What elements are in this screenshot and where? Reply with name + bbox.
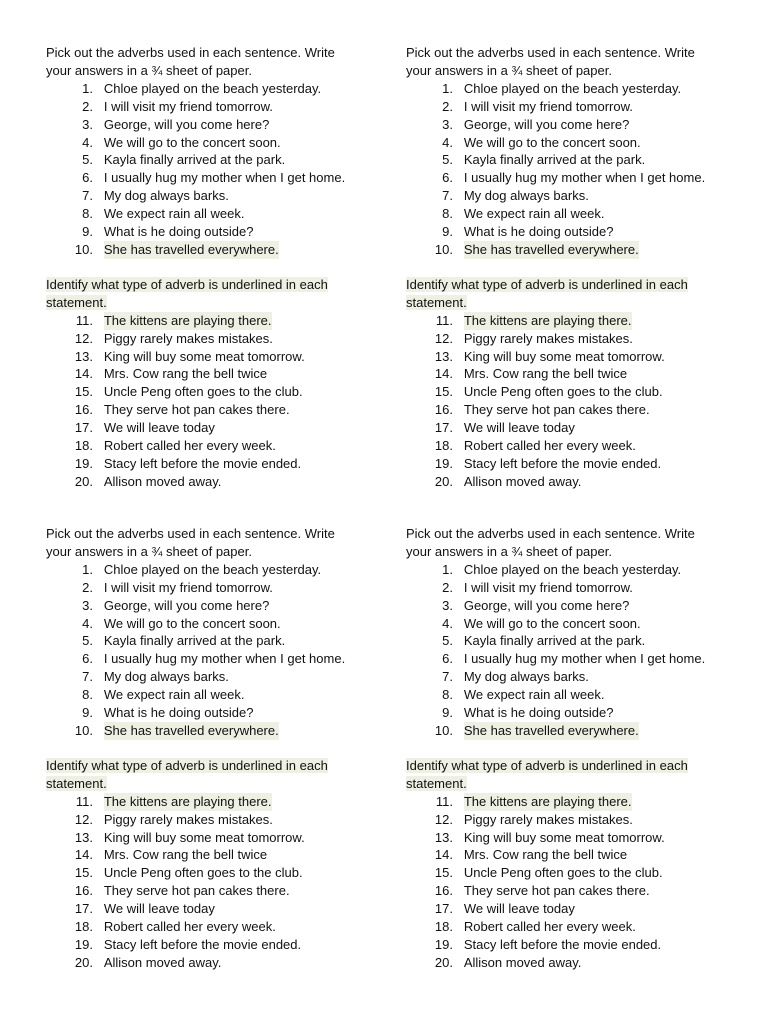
list-item: 20. Allison moved away.	[74, 473, 222, 489]
part1-instructions: Pick out the adverbs used in each sentence. Write your answers in a ¾ sheet of paper.	[406, 526, 695, 559]
list-item: 4. We will go to the concert soon.	[442, 615, 641, 631]
list-item: 9. What is he doing outside?	[442, 224, 614, 240]
list-item: 6. I usually hug my mother when I get home.	[82, 651, 346, 667]
list-item: 11. The kittens are playing there.	[435, 312, 632, 328]
list-item: 5. Kayla finally arrived at the park.	[442, 633, 646, 649]
list-item: 5. Kayla finally arrived at the park.	[442, 152, 646, 168]
list-item: 11. The kittens are playing there.	[435, 793, 632, 809]
list-item: 17. We will leave today	[434, 420, 575, 436]
list-item: 10. She has travelled everywhere.	[434, 241, 639, 257]
list-item: 15. Uncle Peng often goes to the club.	[434, 865, 663, 881]
part2-instructions: Identify what type of adverb is underlined in each statement.	[406, 276, 688, 310]
list-item: 10. She has travelled everywhere.	[434, 722, 639, 738]
list-item: 12. Piggy rarely makes mistakes.	[74, 811, 273, 827]
list-item: 12. Piggy rarely makes mistakes.	[434, 811, 633, 827]
list-item: 16. They serve hot pan cakes there.	[74, 402, 290, 418]
worksheet-copy-top-right	[406, 44, 746, 491]
list-item: 20. Allison moved away.	[74, 954, 222, 970]
list-item: 8. We expect rain all week.	[82, 206, 245, 222]
list-item: 9. What is he doing outside?	[82, 224, 254, 240]
part1-list	[406, 561, 746, 740]
list-item: 3. George, will you come here?	[442, 116, 630, 132]
list-item: 16. They serve hot pan cakes there.	[434, 883, 650, 899]
list-item: 5. Kayla finally arrived at the park.	[82, 633, 286, 649]
list-item: 9. What is he doing outside?	[442, 705, 614, 721]
list-item: 1. Chloe played on the beach yesterday.	[82, 80, 322, 96]
list-item: 19. Stacy left before the movie ended.	[434, 936, 662, 952]
part1-instructions: Pick out the adverbs used in each sentence. Write your answers in a ¾ sheet of paper.	[46, 45, 335, 78]
list-item: 1. Chloe played on the beach yesterday.	[82, 561, 322, 577]
list-item: 7. My dog always barks.	[82, 188, 229, 204]
list-item: 3. George, will you come here?	[82, 116, 270, 132]
list-item: 15. Uncle Peng often goes to the club.	[74, 865, 303, 881]
part1-instructions: Pick out the adverbs used in each sentence. Write your answers in a ¾ sheet of paper.	[46, 526, 335, 559]
part1-list	[406, 80, 746, 259]
part2-list	[406, 793, 746, 972]
part2-list	[406, 312, 746, 491]
list-item: 18. Robert called her every week.	[434, 438, 636, 454]
list-item: 8. We expect rain all week.	[82, 687, 245, 703]
list-item: 14. Mrs. Cow rang the bell twice	[74, 366, 268, 382]
list-item: 4. We will go to the concert soon.	[82, 134, 281, 150]
list-item: 14. Mrs. Cow rang the bell twice	[434, 366, 628, 382]
worksheet-copy-bottom-right	[406, 525, 746, 972]
list-item: 14. Mrs. Cow rang the bell twice	[434, 847, 628, 863]
list-item: 19. Stacy left before the movie ended.	[74, 936, 302, 952]
list-item: 5. Kayla finally arrived at the park.	[82, 152, 286, 168]
list-item: 13. King will buy some meat tomorrow.	[74, 348, 305, 364]
part2-list	[46, 312, 386, 491]
part2-instructions: Identify what type of adverb is underlined in each statement.	[46, 276, 328, 310]
list-item: 13. King will buy some meat tomorrow.	[74, 829, 305, 845]
list-item: 20. Allison moved away.	[434, 954, 582, 970]
list-item: 17. We will leave today	[434, 901, 575, 917]
part2-instructions: Identify what type of adverb is underlined in each statement.	[46, 757, 328, 791]
part2-instructions: Identify what type of adverb is underlined in each statement.	[406, 757, 688, 791]
list-item: 16. They serve hot pan cakes there.	[74, 883, 290, 899]
list-item: 19. Stacy left before the movie ended.	[434, 455, 662, 471]
list-item: 4. We will go to the concert soon.	[82, 615, 281, 631]
list-item: 7. My dog always barks.	[442, 669, 589, 685]
list-item: 15. Uncle Peng often goes to the club.	[74, 384, 303, 400]
list-item: 1. Chloe played on the beach yesterday.	[442, 80, 682, 96]
worksheet-copy-bottom-left	[46, 525, 386, 972]
list-item: 12. Piggy rarely makes mistakes.	[434, 330, 633, 346]
list-item: 18. Robert called her every week.	[434, 919, 636, 935]
list-item: 2. I will visit my friend tomorrow.	[82, 98, 273, 114]
list-item: 7. My dog always barks.	[442, 188, 589, 204]
list-item: 16. They serve hot pan cakes there.	[434, 402, 650, 418]
worksheet-copy-top-left	[46, 44, 386, 491]
list-item: 10. She has travelled everywhere.	[74, 241, 279, 257]
list-item: 6. I usually hug my mother when I get home.	[82, 170, 346, 186]
part1-list	[46, 561, 386, 740]
list-item: 3. George, will you come here?	[82, 597, 270, 613]
list-item: 3. George, will you come here?	[442, 597, 630, 613]
list-item: 11. The kittens are playing there.	[75, 793, 272, 809]
list-item: 11. The kittens are playing there.	[75, 312, 272, 328]
list-item: 4. We will go to the concert soon.	[442, 134, 641, 150]
list-item: 1. Chloe played on the beach yesterday.	[442, 561, 682, 577]
part1-instructions: Pick out the adverbs used in each sentence. Write your answers in a ¾ sheet of paper.	[406, 45, 695, 78]
list-item: 2. I will visit my friend tomorrow.	[442, 98, 633, 114]
list-item: 9. What is he doing outside?	[82, 705, 254, 721]
list-item: 8. We expect rain all week.	[442, 687, 605, 703]
list-item: 14. Mrs. Cow rang the bell twice	[74, 847, 268, 863]
list-item: 18. Robert called her every week.	[74, 919, 276, 935]
list-item: 6. I usually hug my mother when I get home.	[442, 170, 706, 186]
part1-list	[46, 80, 386, 259]
list-item: 10. She has travelled everywhere.	[74, 722, 279, 738]
list-item: 18. Robert called her every week.	[74, 438, 276, 454]
list-item: 6. I usually hug my mother when I get home.	[442, 651, 706, 667]
list-item: 19. Stacy left before the movie ended.	[74, 455, 302, 471]
list-item: 17. We will leave today	[74, 420, 215, 436]
list-item: 12. Piggy rarely makes mistakes.	[74, 330, 273, 346]
list-item: 2. I will visit my friend tomorrow.	[442, 579, 633, 595]
part2-list	[46, 793, 386, 972]
list-item: 20. Allison moved away.	[434, 473, 582, 489]
list-item: 2. I will visit my friend tomorrow.	[82, 579, 273, 595]
list-item: 8. We expect rain all week.	[442, 206, 605, 222]
list-item: 17. We will leave today	[74, 901, 215, 917]
list-item: 13. King will buy some meat tomorrow.	[434, 348, 665, 364]
list-item: 15. Uncle Peng often goes to the club.	[434, 384, 663, 400]
list-item: 7. My dog always barks.	[82, 669, 229, 685]
list-item: 13. King will buy some meat tomorrow.	[434, 829, 665, 845]
